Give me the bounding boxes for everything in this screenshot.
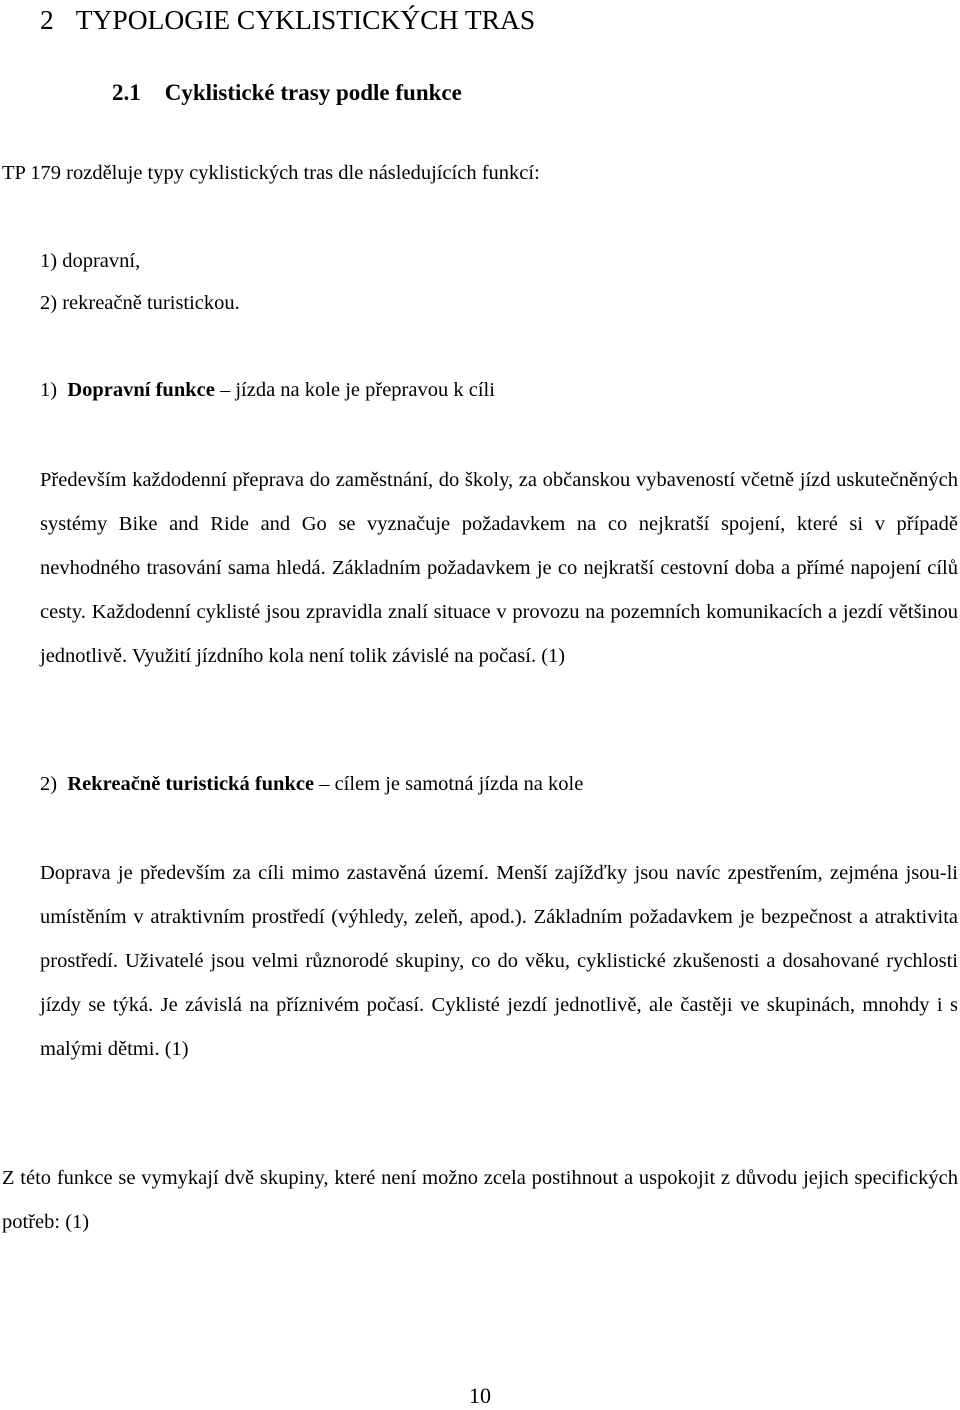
section1-rest: – jízda na kole je přepravou k cíli (214, 379, 495, 401)
list-item: 1) dopravní, (40, 250, 141, 272)
section1-paragraph: Především každodenní přeprava do zaměstnání, do školy, za občanskou vybaveností včetně jízd uskutečněných systémy Bike and Ride and Go se vyznačuje požadavkem na co nejkratší spojení, které si v případě nevhodného trasování sama hledá. Základním požadavkem je co nejkratší cestovní doba a přímé napojení cílů cesty. Každodenní cyklisté jsou zpravidla znalí situace v provozu na pozemních komunikacích a jezdí většinou jednotlivě. Využití jízdního kola není tolik závislé na počasí. (1) (40, 469, 958, 667)
section1-term: Dopravní funkce (67, 379, 215, 401)
section2-prefix: 2) (40, 773, 68, 795)
chapter-title: TYPOLOGIE CYKLISTICKÝCH TRAS (75, 4, 536, 35)
section1-heading (40, 375, 495, 405)
list-item: 2) rekreačně turistickou. (40, 292, 240, 314)
section2-heading (40, 769, 583, 799)
page-number: 10 (469, 1383, 491, 1408)
section-title: Cyklistické trasy podle funkce (164, 80, 462, 105)
section-number: 2.1 (112, 80, 141, 105)
section2-rest: – cílem je samotná jízda na kole (314, 773, 584, 795)
closing-paragraph: Z této funkce se vymykají dvě skupiny, které není možno zcela postihnout a uspokojit z důvodu jejich specifických potřeb: (1) (2, 1167, 958, 1233)
section-heading (112, 77, 462, 109)
section1-prefix: 1) (40, 379, 68, 401)
intro-text: TP 179 rozděluje typy cyklistických tras dle následujících funkcí: (2, 162, 540, 184)
chapter-heading (40, 2, 535, 38)
section2-term: Rekreačně turistická funkce (67, 773, 315, 795)
section2-paragraph: Doprava je především za cíli mimo zastavěná území. Menší zajížďky jsou navíc zpestřením, zejména jsou-li umístěním v atraktivním prostředí (výhledy, zeleň, apod.). Základním požadavkem je bezpečnost a atraktivita prostředí. Uživatelé jsou velmi různorodé skupiny, co do věku, cyklistické zkušenosti a dosahované rychlosti jízdy se týká. Je závislá na příznivém počasí. Cyklisté jezdí jednotlivě, ale častěji ve skupinách, mnohdy i s malými dětmi. (1) (40, 862, 958, 1060)
chapter-number: 2 (40, 4, 54, 35)
